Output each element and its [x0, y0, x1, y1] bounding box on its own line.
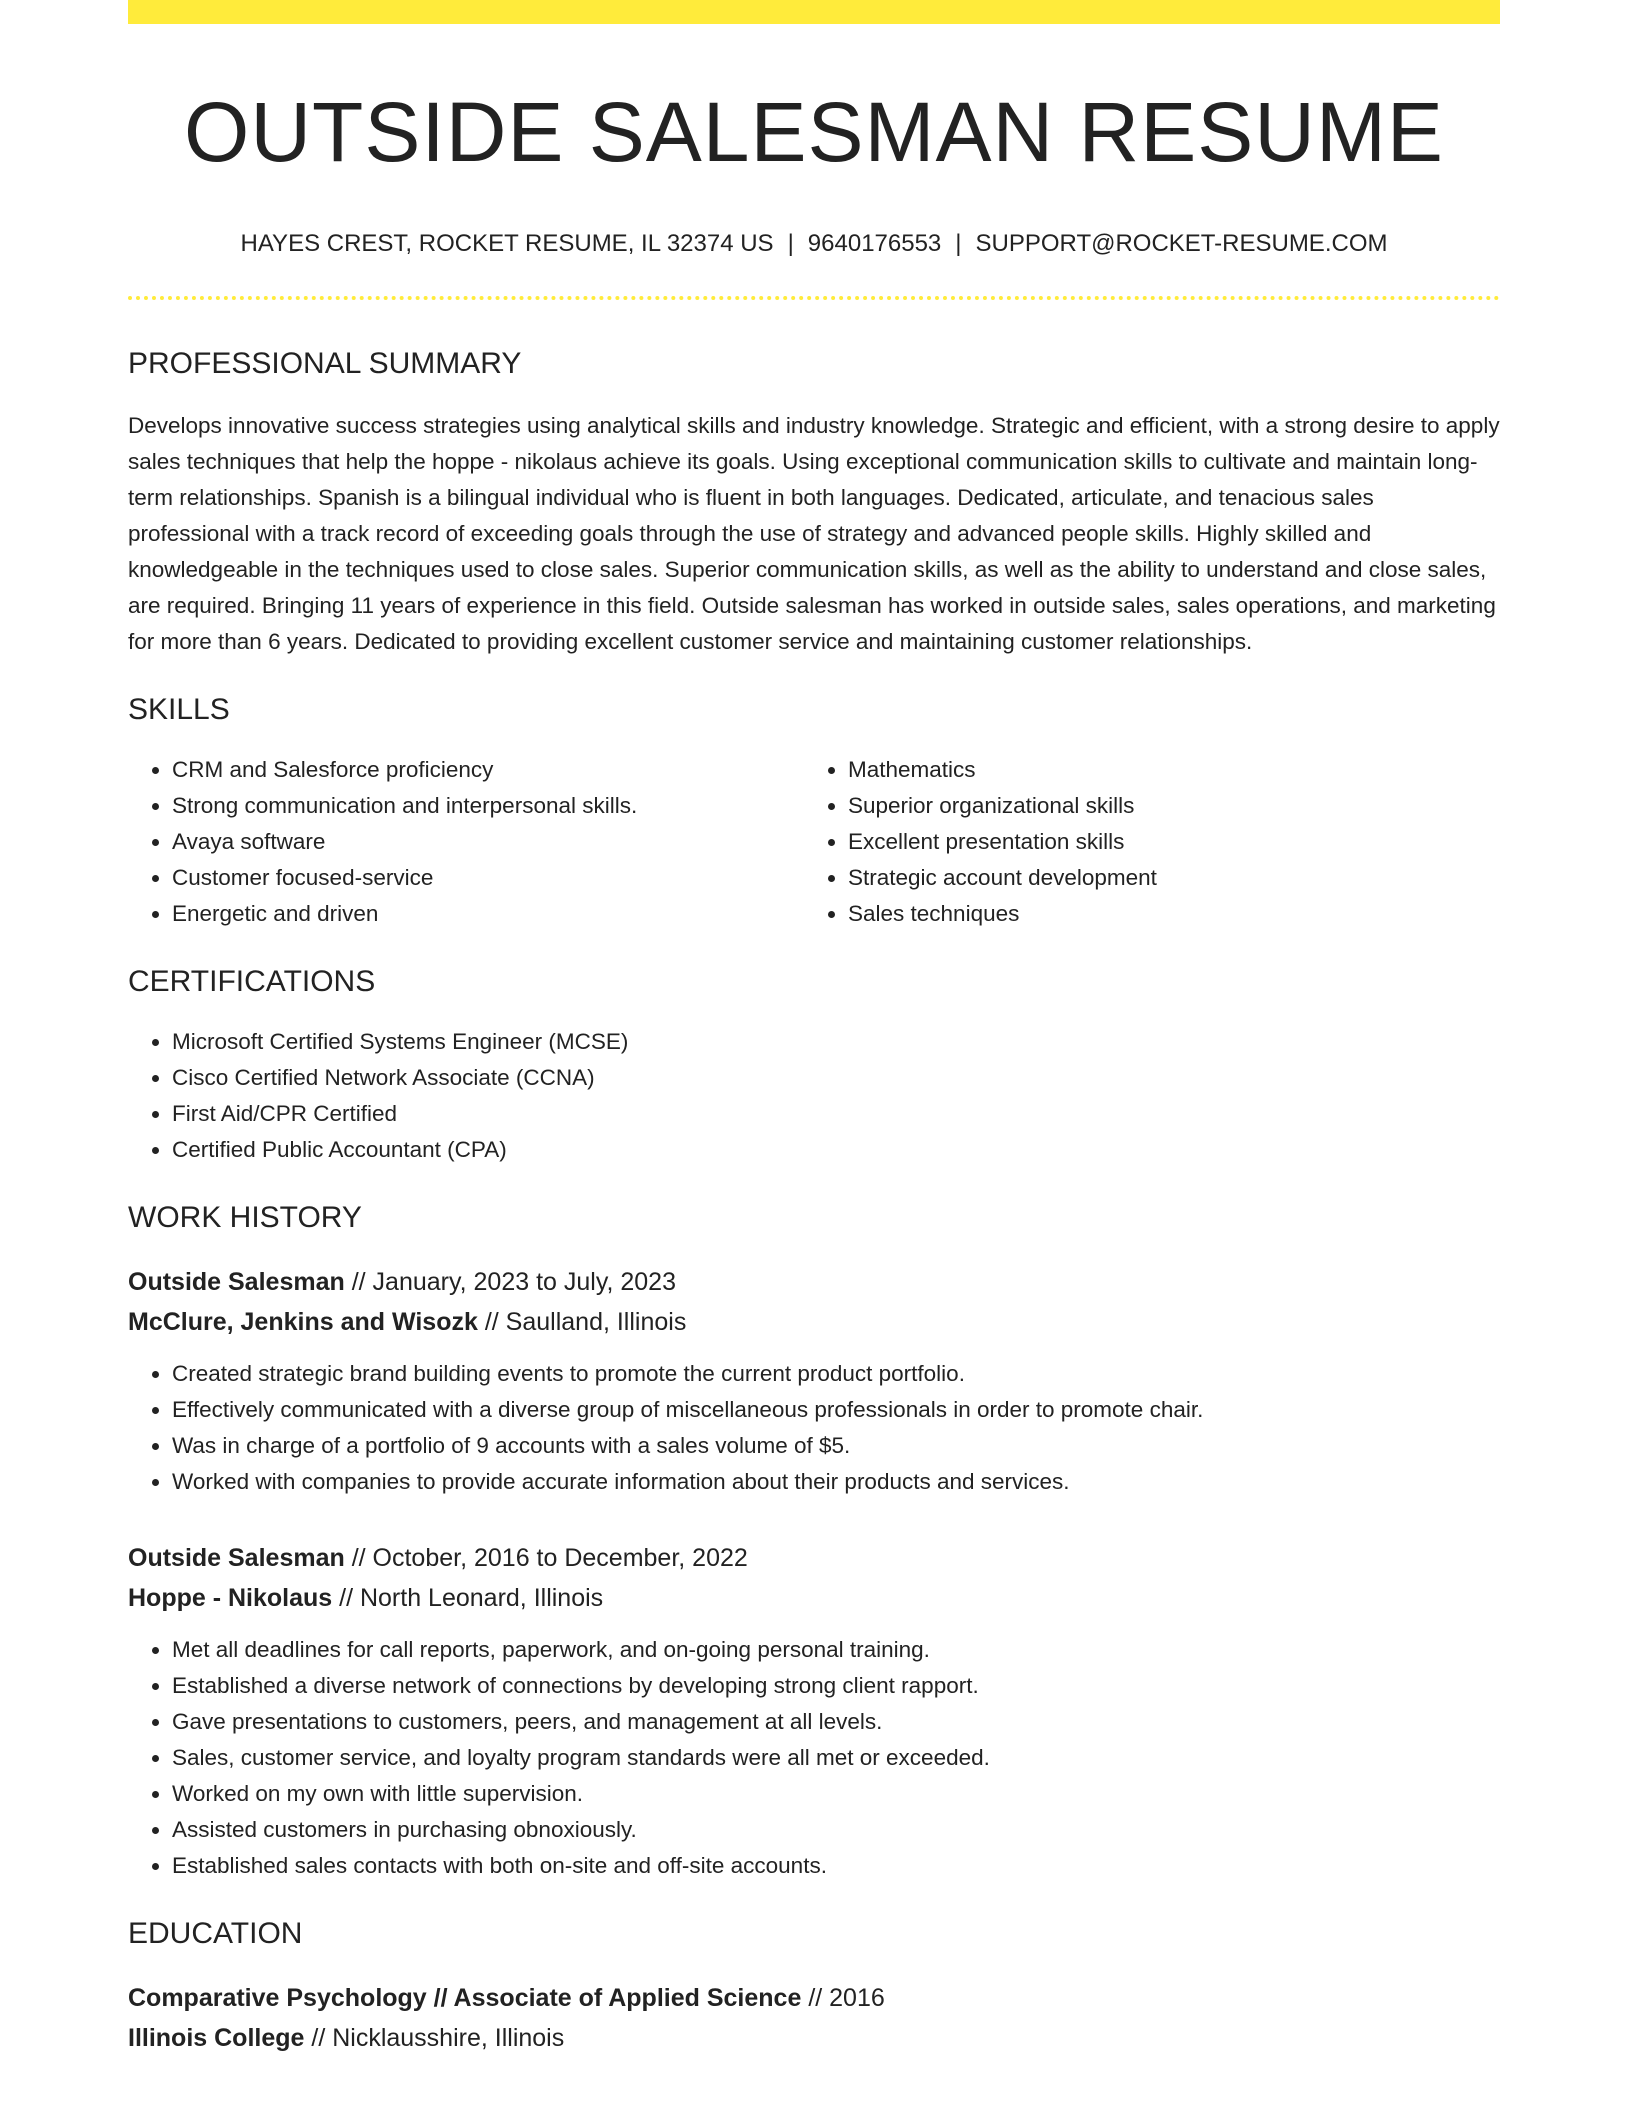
degree-line	[128, 1978, 1500, 2018]
list-item: • Created strategic brand building events to promote the current product portfolio.	[172, 1356, 1500, 1392]
list-item: • Met all deadlines for call reports, paperwork, and on-going personal training.	[172, 1632, 1500, 1668]
job-role: Outside Salesman	[128, 1268, 345, 1296]
school-name: Illinois College	[128, 2024, 305, 2052]
certifications-list	[128, 1024, 1500, 1168]
job-bullets	[128, 1632, 1500, 1884]
summary-heading: PROFESSIONAL SUMMARY	[128, 347, 522, 380]
job-company-line	[128, 1302, 1500, 1342]
dotted-divider	[128, 296, 1500, 300]
graduation-year: // 2016	[808, 1984, 885, 2012]
education-heading: EDUCATION	[128, 1917, 303, 1950]
summary-text: Develops innovative success strategies using analytical skills and industry knowledge. Strategic and efficient, with a strong desire to apply sales techniques that help the hoppe - nikolaus achieve its goals. Using exceptional communication skills to cultivate and maintain long-term relationships. Spanish is a bilingual individual who is fluent in both languages. Dedicated, articulate, and tenacious sales professional with a track record of exceeding goals through the use of strategy and advanced people skills. Highly skilled and knowledgeable in the techniques used to close sales. Superior communication skills, as well as the ability to understand and close sales, are required. Bringing 11 years of experience in this field. Outside salesman has worked in outside sales, sales operations, and marketing for more than 6 years. Dedicated to providing excellent customer service and maintaining customer relationships.	[128, 413, 1500, 654]
job-company: McClure, Jenkins and Wisozk	[128, 1308, 478, 1336]
work-history-heading: WORK HISTORY	[128, 1201, 362, 1234]
list-item: • Superior organizational skills	[848, 788, 1480, 824]
list-item: • Energetic and driven	[172, 896, 804, 932]
job-title-line	[128, 1262, 1500, 1302]
separator: |	[955, 230, 962, 257]
list-item: • Microsoft Certified Systems Engineer (MCSE)	[172, 1024, 1500, 1060]
job-company: Hoppe - Nikolaus	[128, 1584, 333, 1612]
separator: |	[787, 230, 794, 257]
address: HAYES CREST, ROCKET RESUME, IL 32374 US	[240, 230, 774, 257]
top-accent-bar	[128, 0, 1500, 24]
job-company-line	[128, 1578, 1500, 1618]
resume-title: OUTSIDE SALESMAN RESUME	[184, 85, 1444, 179]
list-item: • Excellent presentation skills	[848, 824, 1480, 860]
job-dates: // October, 2016 to December, 2022	[351, 1544, 748, 1572]
list-item: • Cisco Certified Network Associate (CCNA)	[172, 1060, 1500, 1096]
job-location: // North Leonard, Illinois	[339, 1584, 604, 1612]
list-item: • Established sales contacts with both on-site and off-site accounts.	[172, 1848, 1500, 1884]
list-item: • Assisted customers in purchasing obnoxiously.	[172, 1812, 1500, 1848]
skills-list-right	[804, 752, 1480, 932]
list-item: • First Aid/CPR Certified	[172, 1096, 1500, 1132]
phone: 9640176553	[807, 230, 942, 257]
skills-list-left	[128, 752, 804, 932]
resume-page	[128, 0, 1500, 2058]
list-item: • Established a diverse network of connections by developing strong client rapport.	[172, 1668, 1500, 1704]
list-item: • Worked on my own with little supervision.	[172, 1776, 1500, 1812]
list-item: • Effectively communicated with a diverse group of miscellaneous professionals in order to promote chair.	[172, 1392, 1500, 1428]
list-item: • Strategic account development	[848, 860, 1480, 896]
email-link[interactable]: SUPPORT@ROCKET-RESUME.COM	[975, 230, 1388, 257]
list-item: • Gave presentations to customers, peers, and management at all levels.	[172, 1704, 1500, 1740]
list-item: • Sales, customer service, and loyalty program standards were all met or exceeded.	[172, 1740, 1500, 1776]
job-bullets	[128, 1356, 1500, 1500]
list-item: • CRM and Salesforce proficiency	[172, 752, 804, 788]
list-item: • Avaya software	[172, 824, 804, 860]
job-title-line	[128, 1538, 1500, 1578]
list-item: • Sales techniques	[848, 896, 1480, 932]
job-location: // Saulland, Illinois	[484, 1308, 687, 1336]
certifications-heading: CERTIFICATIONS	[128, 965, 376, 998]
list-item: • Certified Public Accountant (CPA)	[172, 1132, 1500, 1168]
skills-columns	[128, 752, 1500, 932]
contact-line	[128, 228, 1500, 260]
degree: Comparative Psychology // Associate of Applied Science	[128, 1984, 802, 2012]
job-dates: // January, 2023 to July, 2023	[351, 1268, 676, 1296]
school-line	[128, 2018, 1500, 2058]
list-item: • Strong communication and interpersonal skills.	[172, 788, 804, 824]
list-item: • Customer focused-service	[172, 860, 804, 896]
list-item: • Mathematics	[848, 752, 1480, 788]
job-role: Outside Salesman	[128, 1544, 345, 1572]
list-item: • Worked with companies to provide accurate information about their products and services.	[172, 1464, 1500, 1500]
list-item: • Was in charge of a portfolio of 9 accounts with a sales volume of $5.	[172, 1428, 1500, 1464]
school-location: // Nicklausshire, Illinois	[311, 2024, 565, 2052]
skills-heading: SKILLS	[128, 693, 230, 726]
